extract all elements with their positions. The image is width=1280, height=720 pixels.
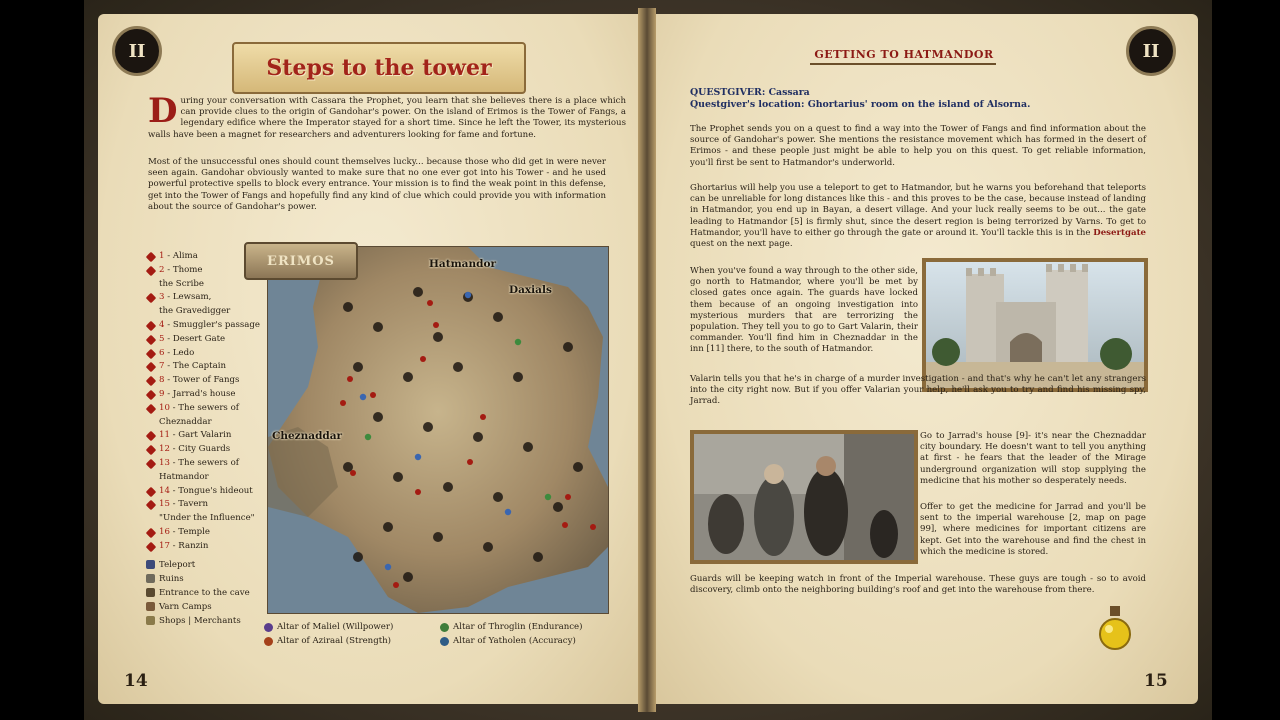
legend-number: 17 — [159, 540, 170, 551]
paragraph-2: Most of the unsuccessful ones should count themselves lucky... because those who did get in were never seen again. Gandohar obviously wanted to make sure that no one ever got into his Tower - and he used powerful protective spells to block every entrance. Your mission is to find the weak point in this defense, get into the Tower of Fangs and hopefully find any kind of clue which could provide you with information about the source of Gandohar's power. — [148, 157, 606, 212]
icon-legend-item — [146, 586, 270, 600]
legend-marker-icon — [146, 486, 157, 497]
legend-marker-icon — [146, 459, 157, 470]
legend-number: 11 — [159, 430, 170, 441]
legend-item — [146, 526, 270, 540]
legend-label: - The sewers of — [172, 457, 239, 468]
icon-legend-symbol-icon — [146, 602, 155, 611]
altar-label: Altar of Aziraal (Strength) — [277, 636, 392, 646]
icon-legend-item — [146, 572, 270, 586]
legend-continuation: Cheznaddar — [159, 416, 212, 427]
legend-item — [146, 374, 270, 388]
legend-label: - Alima — [167, 251, 198, 261]
questgiver-label: QUESTGIVER: — [690, 87, 766, 98]
right-paragraph-7: Guards will be keeping watch in front of the Imperial warehouse. These guys are tough - so to avoid discovery, climb onto the neighboring building's roof and get into the warehouse from there. — [690, 574, 1146, 596]
legend-item — [146, 457, 270, 471]
legend-marker-icon — [146, 431, 157, 442]
legend-marker-icon — [146, 390, 157, 401]
right-paragraph-2 — [690, 183, 1146, 250]
book-spine — [638, 8, 656, 712]
legend-item — [146, 402, 270, 416]
legend-text — [159, 319, 260, 333]
altar-throglin — [440, 620, 616, 634]
map-label-cheznaddar: Cheznaddar — [272, 430, 343, 442]
legend-label: - Tower of Fangs — [167, 375, 240, 386]
icon-legend-label: Entrance to the cave — [159, 588, 250, 598]
right-paragraph-4: Valarin tells you that he's in charge of a murder investigation - and that's why he can't let any strangers into the city right now. But if you offer Valarian your help, he'll ask you to try and find his missing spy, Jarrad. — [690, 374, 1146, 407]
legend-text — [159, 291, 211, 305]
potion-icon — [1096, 606, 1134, 650]
legend-item — [146, 498, 270, 512]
altar-label: Altar of Yatholen (Accuracy) — [453, 636, 576, 646]
legend-label: - Lewsam, — [167, 292, 212, 303]
legend-text — [159, 485, 253, 499]
legend-number: 6 — [159, 347, 165, 358]
legend-number: 14 — [159, 485, 170, 496]
legend-label: - Gart Valarin — [172, 430, 232, 441]
legend-marker-icon — [146, 252, 157, 263]
dropcap: D — [148, 91, 178, 131]
legend-marker-icon — [146, 500, 157, 511]
icon-legend-item — [146, 614, 270, 628]
jarrad-scene-screenshot — [690, 430, 918, 564]
legend-number: 13 — [159, 457, 170, 468]
legend-text — [159, 402, 239, 416]
intro-text: uring your conversation with Cassara the Prophet, you learn that she believes there is a place which can provide clues to the origin of Gandohar's power. On the island of Erimos is the Tower of Fangs, a legendary edifice where the Imperator stayed for a short time. Since he left the Tower, its mysterious walls have been a magnet for researchers and adventurers looking for fame and fortune. — [148, 96, 626, 140]
legend-marker-icon — [146, 528, 157, 539]
jarrad-scene-image — [694, 434, 914, 560]
altar-throglin-icon — [440, 623, 449, 632]
right-paragraph-6: Offer to get the medicine for Jarrad and you'll be sent to the imperial warehouse [2, map on page 99], where medicines for important citizens are kept. Get into the warehouse and find the chest in which the medicine is stored. — [920, 502, 1146, 557]
legend-text — [159, 443, 230, 457]
legend-item — [146, 360, 270, 374]
altar-yatholen-icon — [440, 637, 449, 646]
icon-legend-label: Shops | Merchants — [159, 616, 241, 626]
legend-number: 12 — [159, 444, 170, 455]
legend-item — [146, 291, 270, 305]
legend-marker-icon — [146, 265, 157, 276]
legend-text — [159, 457, 239, 471]
map-legend — [146, 250, 270, 554]
icon-legend-item — [146, 600, 270, 614]
legend-item — [146, 333, 270, 347]
right-paragraph-2-start: Ghortarius will help you use a teleport to get to Hatmandor, but he warns you beforehand that teleports can be unreliable for long distances like this - and this proves to be the case, because instead of landing in Hatmandor, you end up in Bayan, a desert village. And your luck really seems to be out... the gate leading to Hatmandor [5] is firmly shut, since the desert region is being terrorized by Varns. To get to Hatmandor, you'll have to either go through the gate or around it. You'll tackle this is in the — [690, 183, 1146, 238]
section-title-divider — [810, 63, 996, 65]
legend-text — [159, 540, 208, 554]
questgiver-block — [690, 87, 1030, 110]
hatmandor-gate-screenshot — [922, 258, 1148, 392]
altar-aziraal — [264, 634, 440, 648]
intro-paragraph — [148, 91, 626, 141]
legend-text — [159, 498, 208, 512]
page-title: Steps to the tower — [266, 55, 492, 81]
legend-marker-icon — [146, 348, 157, 359]
icon-legend-symbol-icon — [146, 588, 155, 597]
legend-item — [146, 443, 270, 457]
legend-number: 4 — [159, 319, 165, 330]
legend-marker-icon — [146, 362, 157, 373]
legend-label: - Tavern — [172, 499, 209, 510]
legend-continuation: Hatmandor — [159, 471, 209, 482]
legend-marker-icon — [146, 403, 157, 414]
legend-marker-icon — [146, 334, 157, 345]
legend-marker-icon — [146, 321, 157, 332]
legend-number: 15 — [159, 499, 170, 510]
legend-text — [159, 374, 239, 388]
location-line — [690, 99, 1030, 111]
legend-marker-icon — [146, 541, 157, 552]
legend-text — [159, 388, 236, 402]
icon-legend-label: Ruins — [159, 574, 184, 584]
legend-item — [146, 388, 270, 402]
page-title-banner — [232, 42, 526, 94]
map-label-hatmandor: Hatmandor — [429, 258, 496, 270]
legend-label: - Desert Gate — [167, 333, 226, 344]
legend-text — [159, 360, 226, 374]
icon-legend-label: Varn Camps — [159, 602, 212, 612]
hatmandor-gate-image — [926, 262, 1144, 388]
right-paragraph-5: Go to Jarrad's house [9]- it's near the Cheznaddar city boundary. He doesn't want to tell you anything at first - he fears that the leader of the Mirage underground organization will stop supplying the medicine that his mother so desperately needs. — [920, 431, 1146, 486]
legend-label: - Ledo — [167, 347, 195, 358]
map-banner: ERIMOS — [244, 242, 358, 280]
icon-legend-symbol-icon — [146, 560, 155, 569]
altar-maliel — [264, 620, 440, 634]
page-number-left: 14 — [124, 671, 148, 691]
legend-label: - City Guards — [172, 444, 231, 455]
legend-item — [146, 429, 270, 443]
questgiver-line — [690, 87, 1030, 99]
legend-text — [159, 264, 203, 278]
legend-text — [159, 347, 194, 361]
legend-number: 5 — [159, 333, 165, 344]
altar-aziraal-icon — [264, 637, 273, 646]
altar-maliel-icon — [264, 623, 273, 632]
questgiver-name: Cassara — [768, 87, 810, 98]
icon-legend-label: Teleport — [159, 560, 196, 570]
altar-legend — [264, 620, 624, 648]
legend-marker-icon — [146, 445, 157, 456]
icon-legend — [146, 558, 270, 628]
legend-number: 2 — [159, 264, 165, 275]
legend-continuation: the Scribe — [159, 278, 204, 289]
section-title: GETTING TO HATMANDOR — [814, 48, 994, 61]
legend-item — [146, 347, 270, 361]
legend-number: 7 — [159, 361, 165, 372]
legend-number: 1 — [159, 251, 165, 261]
desertgate-link[interactable]: Desertgate — [1093, 227, 1147, 238]
legend-number: 16 — [159, 526, 170, 537]
legend-label: - The sewers of — [172, 402, 239, 413]
legend-item — [146, 540, 270, 554]
legend-item — [146, 319, 270, 333]
legend-number: 3 — [159, 292, 165, 303]
legend-text — [159, 250, 198, 264]
location-value: Ghortarius' room on the island of Alsorna. — [807, 98, 1031, 110]
icon-legend-symbol-icon — [146, 616, 155, 625]
legend-label: - The Captain — [167, 361, 226, 372]
book-spread — [84, 0, 1212, 720]
location-label: Questgiver's location: — [690, 98, 805, 110]
legend-label: - Thome — [167, 264, 203, 275]
legend-number: 9 — [159, 388, 165, 399]
right-paragraph-3: When you've found a way through to the other side, go north to Hatmandor, where you'll be met by closed gates once again. The guards have locked them because of an ongoing investigation into mysterious murders that are terrorizing the population. They tell you to go to Gart Valarin, their commander. You'll find him in Cheznaddar in the inn [11] there, to the south of Hatmandor. — [690, 266, 918, 355]
icon-legend-symbol-icon — [146, 574, 155, 583]
right-paragraph-1: The Prophet sends you on a quest to find a way into the Tower of Fangs and find information about the source of Gandohar's power. She mentions the resistance movement which has formed in the desert of Erimos - and these people just might be able to help you on this quest. To get reliable information, you'll first be sent to Hatmandor's underworld. — [690, 124, 1146, 168]
altar-label: Altar of Throglin (Endurance) — [453, 622, 583, 632]
chapter-marker-left: II — [112, 26, 162, 76]
legend-item — [146, 250, 270, 264]
map-label-daxials: Daxials — [509, 284, 552, 296]
legend-label: - Tongue's hideout — [172, 485, 253, 496]
legend-number: 8 — [159, 375, 165, 386]
legend-text — [159, 526, 210, 540]
legend-continuation: the Gravedigger — [159, 306, 231, 317]
legend-number: 10 — [159, 402, 170, 413]
legend-text — [159, 333, 225, 347]
legend-label: - Temple — [172, 526, 210, 537]
altar-label: Altar of Maliel (Willpower) — [277, 622, 394, 632]
legend-label: - Smuggler's passage — [167, 319, 261, 330]
legend-text — [159, 429, 231, 443]
icon-legend-item — [146, 558, 270, 572]
chapter-marker-right: II — [1126, 26, 1176, 76]
legend-label: - Ranzin — [172, 540, 209, 551]
altar-yatholen — [440, 634, 616, 648]
legend-continuation: "Under the Influence" — [159, 513, 255, 524]
right-paragraph-2-end: quest on the next page. — [690, 239, 793, 250]
legend-label: - Jarrad's house — [167, 388, 236, 399]
legend-marker-icon — [146, 376, 157, 387]
legend-marker-icon — [146, 293, 157, 304]
legend-item — [146, 264, 270, 278]
legend-item — [146, 485, 270, 499]
page-number-right: 15 — [1144, 671, 1168, 691]
